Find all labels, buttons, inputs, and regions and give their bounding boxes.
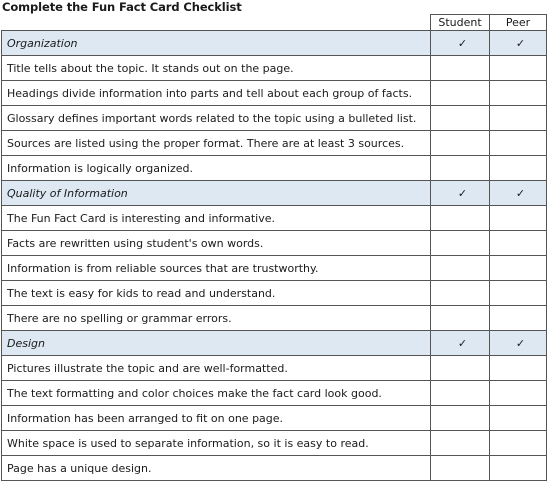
section-row-design <box>2 331 547 356</box>
checklist-row <box>2 231 547 256</box>
peer-check-cell[interactable] <box>490 306 547 331</box>
peer-check-cell[interactable] <box>490 81 547 106</box>
student-check-cell[interactable] <box>431 106 490 131</box>
student-check-cell[interactable] <box>431 406 490 431</box>
student-check-cell[interactable] <box>431 231 490 256</box>
checklist-table <box>1 14 547 481</box>
student-check-cell[interactable]: ✓ <box>431 31 490 56</box>
column-header-peer: Peer <box>490 15 547 31</box>
peer-check-cell[interactable] <box>490 56 547 81</box>
peer-check-cell[interactable] <box>490 131 547 156</box>
checklist-row <box>2 106 547 131</box>
student-check-cell[interactable] <box>431 131 490 156</box>
checklist-item-text: Information is logically organized. <box>2 156 431 181</box>
student-check-cell[interactable] <box>431 456 490 481</box>
checklist-item-text: The text formatting and color choices make the fact card look good. <box>2 381 431 406</box>
peer-check-cell[interactable] <box>490 156 547 181</box>
column-header-student: Student <box>431 15 490 31</box>
student-check-cell[interactable] <box>431 206 490 231</box>
checklist-item-text: Sources are listed using the proper format. There are at least 3 sources. <box>2 131 431 156</box>
page-title: Complete the Fun Fact Card Checklist <box>2 0 242 14</box>
student-check-cell[interactable] <box>431 431 490 456</box>
student-check-cell[interactable]: ✓ <box>431 331 490 356</box>
student-check-cell[interactable] <box>431 281 490 306</box>
peer-check-cell[interactable] <box>490 206 547 231</box>
peer-check-cell[interactable] <box>490 281 547 306</box>
peer-check-cell[interactable]: ✓ <box>490 331 547 356</box>
checklist-item-text: The text is easy for kids to read and understand. <box>2 281 431 306</box>
section-row-organization <box>2 31 547 56</box>
student-check-cell[interactable] <box>431 256 490 281</box>
peer-check-cell[interactable] <box>490 356 547 381</box>
peer-check-cell[interactable] <box>490 256 547 281</box>
checklist-item-text: Page has a unique design. <box>2 456 431 481</box>
student-check-cell[interactable] <box>431 81 490 106</box>
student-check-cell[interactable]: ✓ <box>431 181 490 206</box>
peer-check-cell[interactable]: ✓ <box>490 31 547 56</box>
peer-check-cell[interactable] <box>490 406 547 431</box>
checklist-row <box>2 206 547 231</box>
checklist-item-text: Information has been arranged to fit on one page. <box>2 406 431 431</box>
student-check-cell[interactable] <box>431 56 490 81</box>
student-check-cell[interactable] <box>431 306 490 331</box>
peer-check-cell[interactable] <box>490 431 547 456</box>
checklist-row <box>2 456 547 481</box>
checklist-row <box>2 406 547 431</box>
checklist-row <box>2 81 547 106</box>
student-check-cell[interactable] <box>431 356 490 381</box>
checklist-item-text: Pictures illustrate the topic and are well-formatted. <box>2 356 431 381</box>
checklist-row <box>2 381 547 406</box>
checklist-item-text: White space is used to separate information, so it is easy to read. <box>2 431 431 456</box>
peer-check-cell[interactable]: ✓ <box>490 181 547 206</box>
checklist-row <box>2 56 547 81</box>
checklist-item-text: Facts are rewritten using student's own words. <box>2 231 431 256</box>
checklist-item-text: Title tells about the topic. It stands out on the page. <box>2 56 431 81</box>
checklist-row <box>2 306 547 331</box>
checklist-item-text: Glossary defines important words related to the topic using a bulleted list. <box>2 106 431 131</box>
checklist-row <box>2 356 547 381</box>
checklist-row <box>2 131 547 156</box>
checklist-row <box>2 156 547 181</box>
checklist-row <box>2 256 547 281</box>
checklist-row <box>2 431 547 456</box>
header-blank-cell <box>2 15 431 31</box>
section-label: Design <box>2 331 431 356</box>
peer-check-cell[interactable] <box>490 231 547 256</box>
section-row-quality-of-information <box>2 181 547 206</box>
peer-check-cell[interactable] <box>490 106 547 131</box>
checklist-item-text: The Fun Fact Card is interesting and informative. <box>2 206 431 231</box>
checklist-row <box>2 281 547 306</box>
peer-check-cell[interactable] <box>490 456 547 481</box>
checklist-item-text: There are no spelling or grammar errors. <box>2 306 431 331</box>
section-label: Quality of Information <box>2 181 431 206</box>
section-label: Organization <box>2 31 431 56</box>
student-check-cell[interactable] <box>431 381 490 406</box>
peer-check-cell[interactable] <box>490 381 547 406</box>
student-check-cell[interactable] <box>431 156 490 181</box>
checklist-item-text: Information is from reliable sources that are trustworthy. <box>2 256 431 281</box>
checklist-item-text: Headings divide information into parts and tell about each group of facts. <box>2 81 431 106</box>
header-row <box>2 15 547 31</box>
